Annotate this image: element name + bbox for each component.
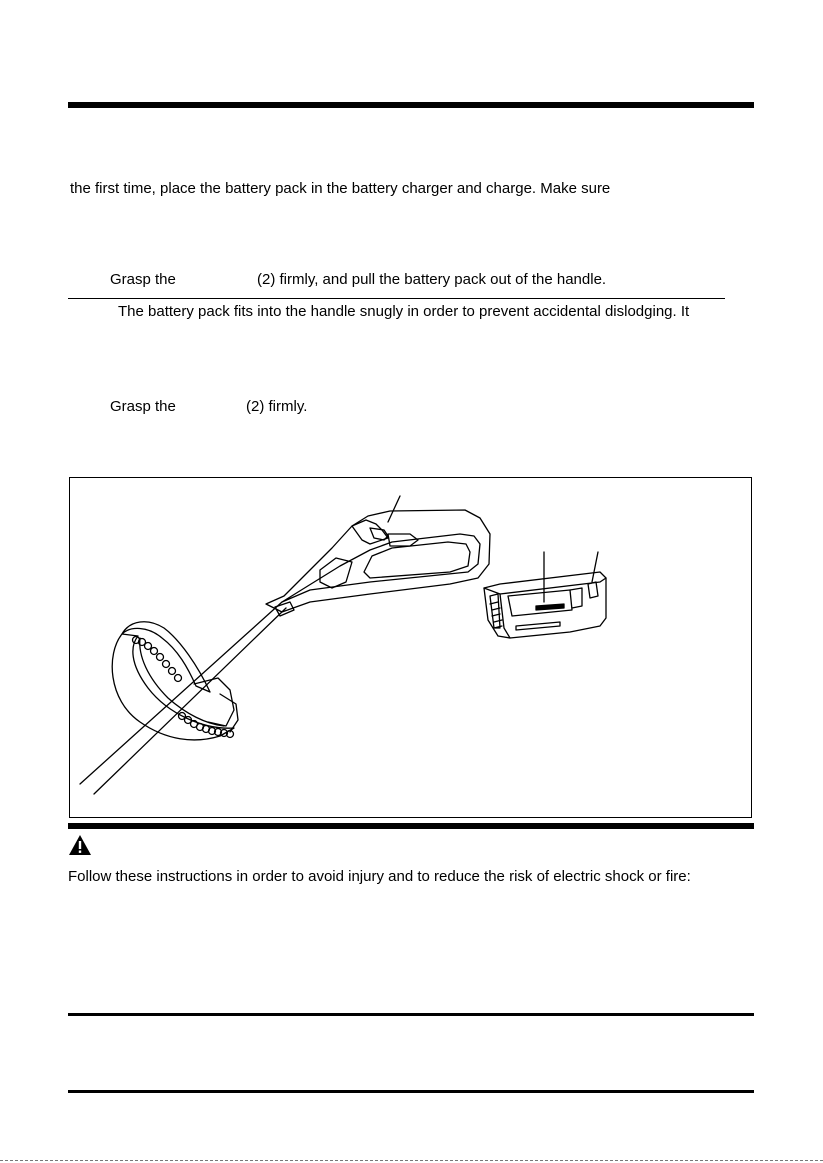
insert-step-prefix: Grasp the: [110, 398, 176, 415]
warning-rule: [68, 823, 754, 829]
trimmer-handle: [266, 510, 490, 616]
header-rule: [68, 102, 754, 108]
figure-battery-removal: [69, 477, 752, 818]
remove-step-prefix: Grasp the: [110, 271, 176, 288]
section-rule: [68, 1013, 754, 1016]
footer-rule: [68, 1090, 754, 1093]
note-separator: [68, 298, 725, 299]
battery-pack: [484, 572, 606, 638]
auxiliary-handle: [112, 622, 238, 740]
insert-step-suffix: (2) firmly.: [246, 398, 308, 415]
trimmer-illustration: [70, 478, 753, 819]
note-line: The battery pack fits into the handle snugly in order to prevent accidental dislodging. It: [118, 303, 690, 320]
page-edge: [0, 1160, 823, 1161]
warning-text: Follow these instructions in order to avoid injury and to reduce the risk of electric shock or fire:: [68, 868, 691, 885]
remove-step-suffix: (2) firmly, and pull the battery pack out of the handle.: [257, 271, 607, 288]
intro-line: the first time, place the battery pack in the battery charger and charge. Make sure: [70, 180, 611, 197]
trimmer-shaft: [80, 602, 286, 794]
warning-triangle-icon: [68, 834, 92, 856]
callout-leader-battery-latch: [592, 552, 598, 582]
callout-leader-handle: [388, 496, 400, 522]
